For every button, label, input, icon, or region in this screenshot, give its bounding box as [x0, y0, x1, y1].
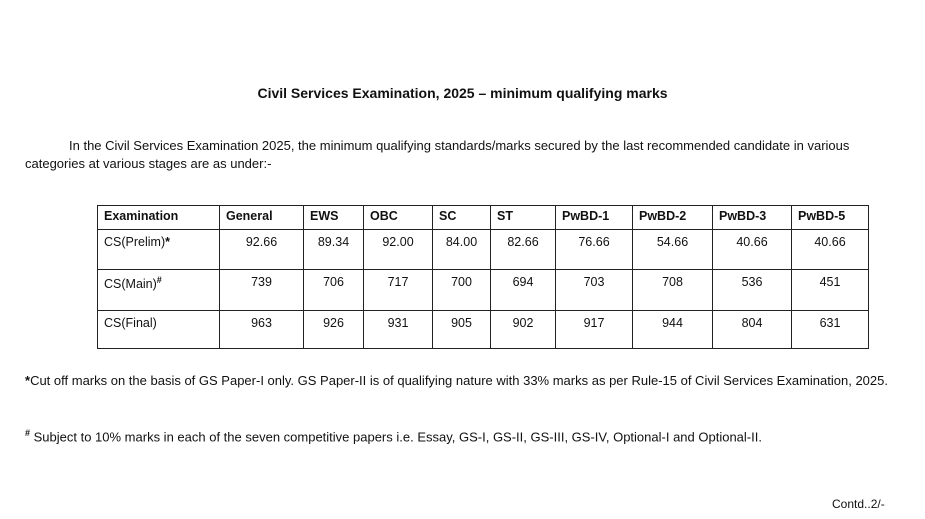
table-cell: 706	[304, 270, 364, 311]
table-cell: 926	[304, 311, 364, 349]
table-cell: 804	[713, 311, 792, 349]
footnote-text: Subject to 10% marks in each of the seven competitive papers i.e. Essay, GS-I, GS-II, GS-III, GS-IV, Optional-I and Optional-II.	[30, 429, 762, 445]
table-cell: 905	[433, 311, 491, 349]
table-cell: 931	[364, 311, 433, 349]
table-cell: 944	[633, 311, 713, 349]
column-header: OBC	[364, 206, 433, 230]
footnote-main	[25, 428, 895, 444]
row-label	[98, 230, 220, 270]
table-cell: 82.66	[491, 230, 556, 270]
table-cell: 76.66	[556, 230, 633, 270]
table-cell: 40.66	[792, 230, 869, 270]
column-header: SC	[433, 206, 491, 230]
footnote-mark: *	[165, 235, 170, 249]
footnote-prelim	[25, 372, 895, 390]
row-label-text: CS(Prelim)	[104, 235, 166, 249]
column-header: General	[220, 206, 304, 230]
table-cell: 92.66	[220, 230, 304, 270]
continued-label: Contd..2/-	[832, 497, 885, 511]
table-cell: 739	[220, 270, 304, 311]
footnote-mark: *	[25, 373, 31, 388]
table-row	[98, 230, 869, 270]
table-cell: 451	[792, 270, 869, 311]
row-label-text: CS(Main)	[104, 277, 157, 292]
column-header: Examination	[98, 206, 220, 230]
intro-paragraph: In the Civil Services Examination 2025, the minimum qualifying standards/marks secured by the last recommended candidate in various categories at various stages are as under:-	[25, 138, 850, 171]
table-cell: 917	[556, 311, 633, 349]
footnote-mark: #	[156, 275, 162, 285]
table-cell: 89.34	[304, 230, 364, 270]
table-cell: 536	[713, 270, 792, 311]
table-cell: 703	[556, 270, 633, 311]
footnote-mark: #	[25, 428, 31, 438]
table-cell: 694	[491, 270, 556, 311]
column-header: PwBD-1	[556, 206, 633, 230]
table-cell: 700	[433, 270, 491, 311]
table-row	[98, 270, 869, 311]
table-cell: 631	[792, 311, 869, 349]
document-title: Civil Services Examination, 2025 – minimum qualifying marks	[257, 85, 668, 101]
row-label-text: CS(Final)	[104, 316, 157, 330]
table-cell: 84.00	[433, 230, 491, 270]
column-header: ST	[491, 206, 556, 230]
table-cell: 40.66	[713, 230, 792, 270]
column-header: EWS	[304, 206, 364, 230]
table-cell: 963	[220, 311, 304, 349]
column-header: PwBD-2	[633, 206, 713, 230]
table-cell: 717	[364, 270, 433, 311]
table-cell: 92.00	[364, 230, 433, 270]
table-cell: 54.66	[633, 230, 713, 270]
table-row	[98, 311, 869, 349]
column-header: PwBD-3	[713, 206, 792, 230]
row-label	[98, 311, 220, 349]
table-cell: 902	[491, 311, 556, 349]
row-label	[98, 270, 220, 311]
qualifying-marks-table	[97, 205, 869, 349]
footnote-text: Cut off marks on the basis of GS Paper-I only. GS Paper-II is of qualifying nature with 33% marks as per Rule-15 of Civil Services Examination, 2025.	[30, 373, 888, 388]
table-cell: 708	[633, 270, 713, 311]
table-header-row	[98, 206, 869, 230]
column-header: PwBD-5	[792, 206, 869, 230]
